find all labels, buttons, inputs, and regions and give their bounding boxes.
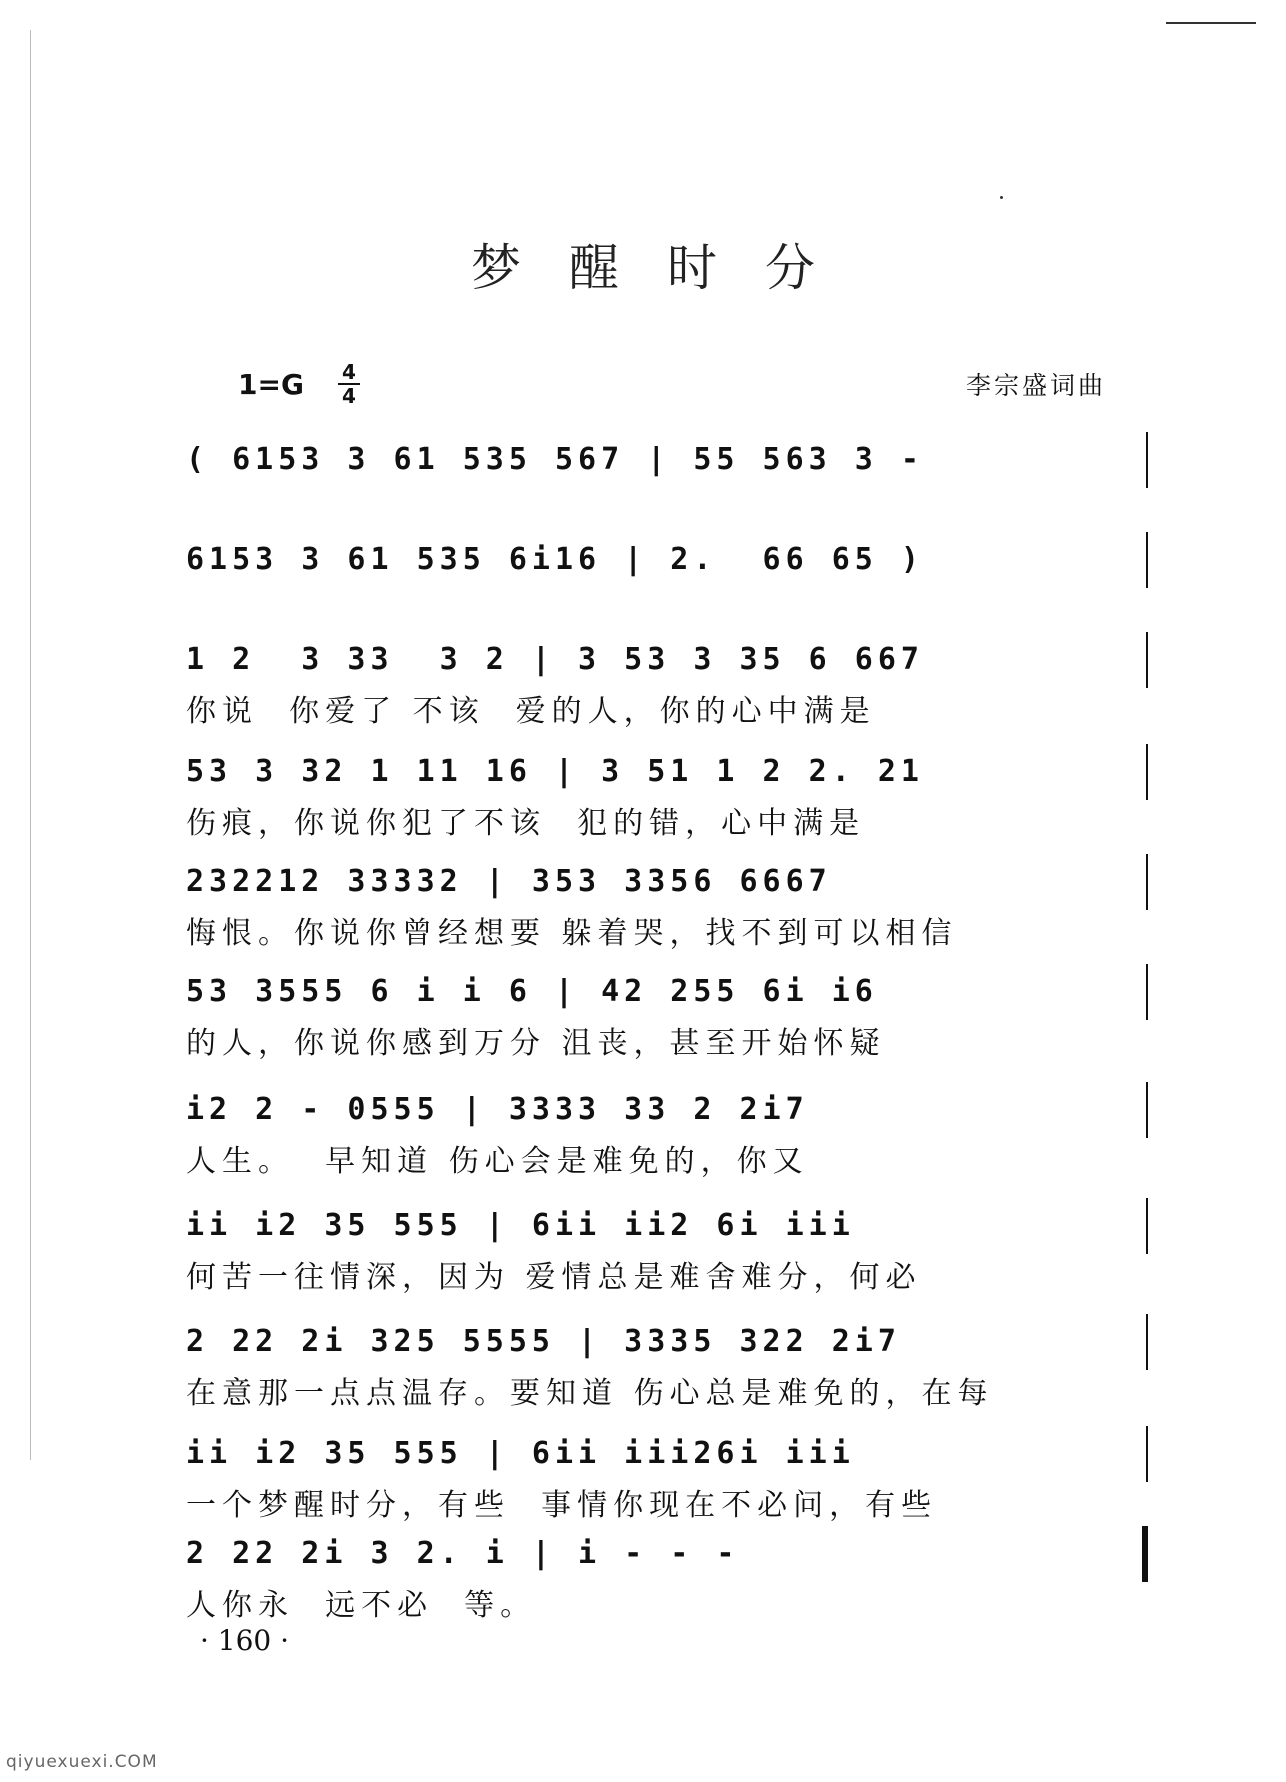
lyric-line: 的人，你说你感到万分 沮丧，甚至开始怀疑 [186, 1026, 886, 1061]
lyric-line: 悔恨。你说你曾经想要 躲着哭，找不到可以相信 [186, 916, 958, 951]
bar-line [1146, 744, 1148, 800]
song-title: 梦醒时分 [471, 239, 863, 297]
lyric-line: 一个梦醒时分，有些 事情你现在不必问，有些 [186, 1488, 938, 1523]
key-signature: 1=G [238, 368, 304, 401]
composer-credit: 李宗盛词曲 [965, 371, 1106, 400]
bar-line [1146, 432, 1148, 488]
site-watermark: qiyuexuexi.COM [6, 1752, 158, 1772]
bar-line [1146, 1082, 1148, 1138]
notation-line: i2 2 - 0555 | 3333 33 2 2i7 [186, 1092, 809, 1127]
lyric-line: 人你永 远不必 等。 [186, 1588, 537, 1623]
lyric-line: 人生。 早知道 伤心会是难免的，你又 [186, 1144, 809, 1179]
bar-line [1146, 1314, 1148, 1370]
notation-line: ii i2 35 555 | 6ii iii26i iii [186, 1436, 855, 1471]
lyric-line: 在意那一点点温存。要知道 伤心总是难免的，在每 [186, 1376, 994, 1411]
notation-line: ii i2 35 555 | 6ii ii2 6i iii [186, 1208, 855, 1243]
lyric-line: 何苦一往情深，因为 爱情总是难舍难分，何必 [186, 1260, 922, 1295]
lyric-line: 伤痕，你说你犯了不该 犯的错，心中满是 [186, 806, 866, 841]
bar-line [1146, 854, 1148, 910]
time-signature-top: 4 [342, 360, 356, 384]
page-number: · 160 · [200, 1624, 290, 1657]
time-signature [338, 362, 360, 406]
notation-line: 6153 3 61 535 6i16 | 2. 66 65 ) [186, 542, 924, 577]
notation-line: 232212 33332 | 353 3356 6667 [186, 864, 832, 899]
top-corner-rule [1166, 22, 1256, 24]
notation-line: 53 3 32 1 11 16 | 3 51 1 2 2. 21 [186, 754, 924, 789]
notation-line: ( 6153 3 61 535 567 | 55 563 3 - [186, 442, 924, 477]
bar-line [1146, 532, 1148, 588]
notation-line: 2 22 2i 3 2. i | i - - - [186, 1536, 740, 1571]
time-signature-bottom: 4 [342, 384, 356, 408]
final-bar-line [1142, 1526, 1148, 1582]
notation-line: 2 22 2i 325 5555 | 3335 322 2i7 [186, 1324, 901, 1359]
bar-line [1146, 632, 1148, 688]
notation-line: 53 3555 6 i i 6 | 42 255 6i i6 [186, 974, 878, 1009]
notation-line: 1 2 3 33 3 2 | 3 53 3 35 6 667 [186, 642, 924, 677]
bar-line [1146, 964, 1148, 1020]
bar-line [1146, 1198, 1148, 1254]
bar-line [1146, 1426, 1148, 1482]
print-speck [1000, 196, 1003, 199]
lyric-line: 你说 你爱了 不该 爱的人，你的心中满是 [186, 694, 876, 729]
